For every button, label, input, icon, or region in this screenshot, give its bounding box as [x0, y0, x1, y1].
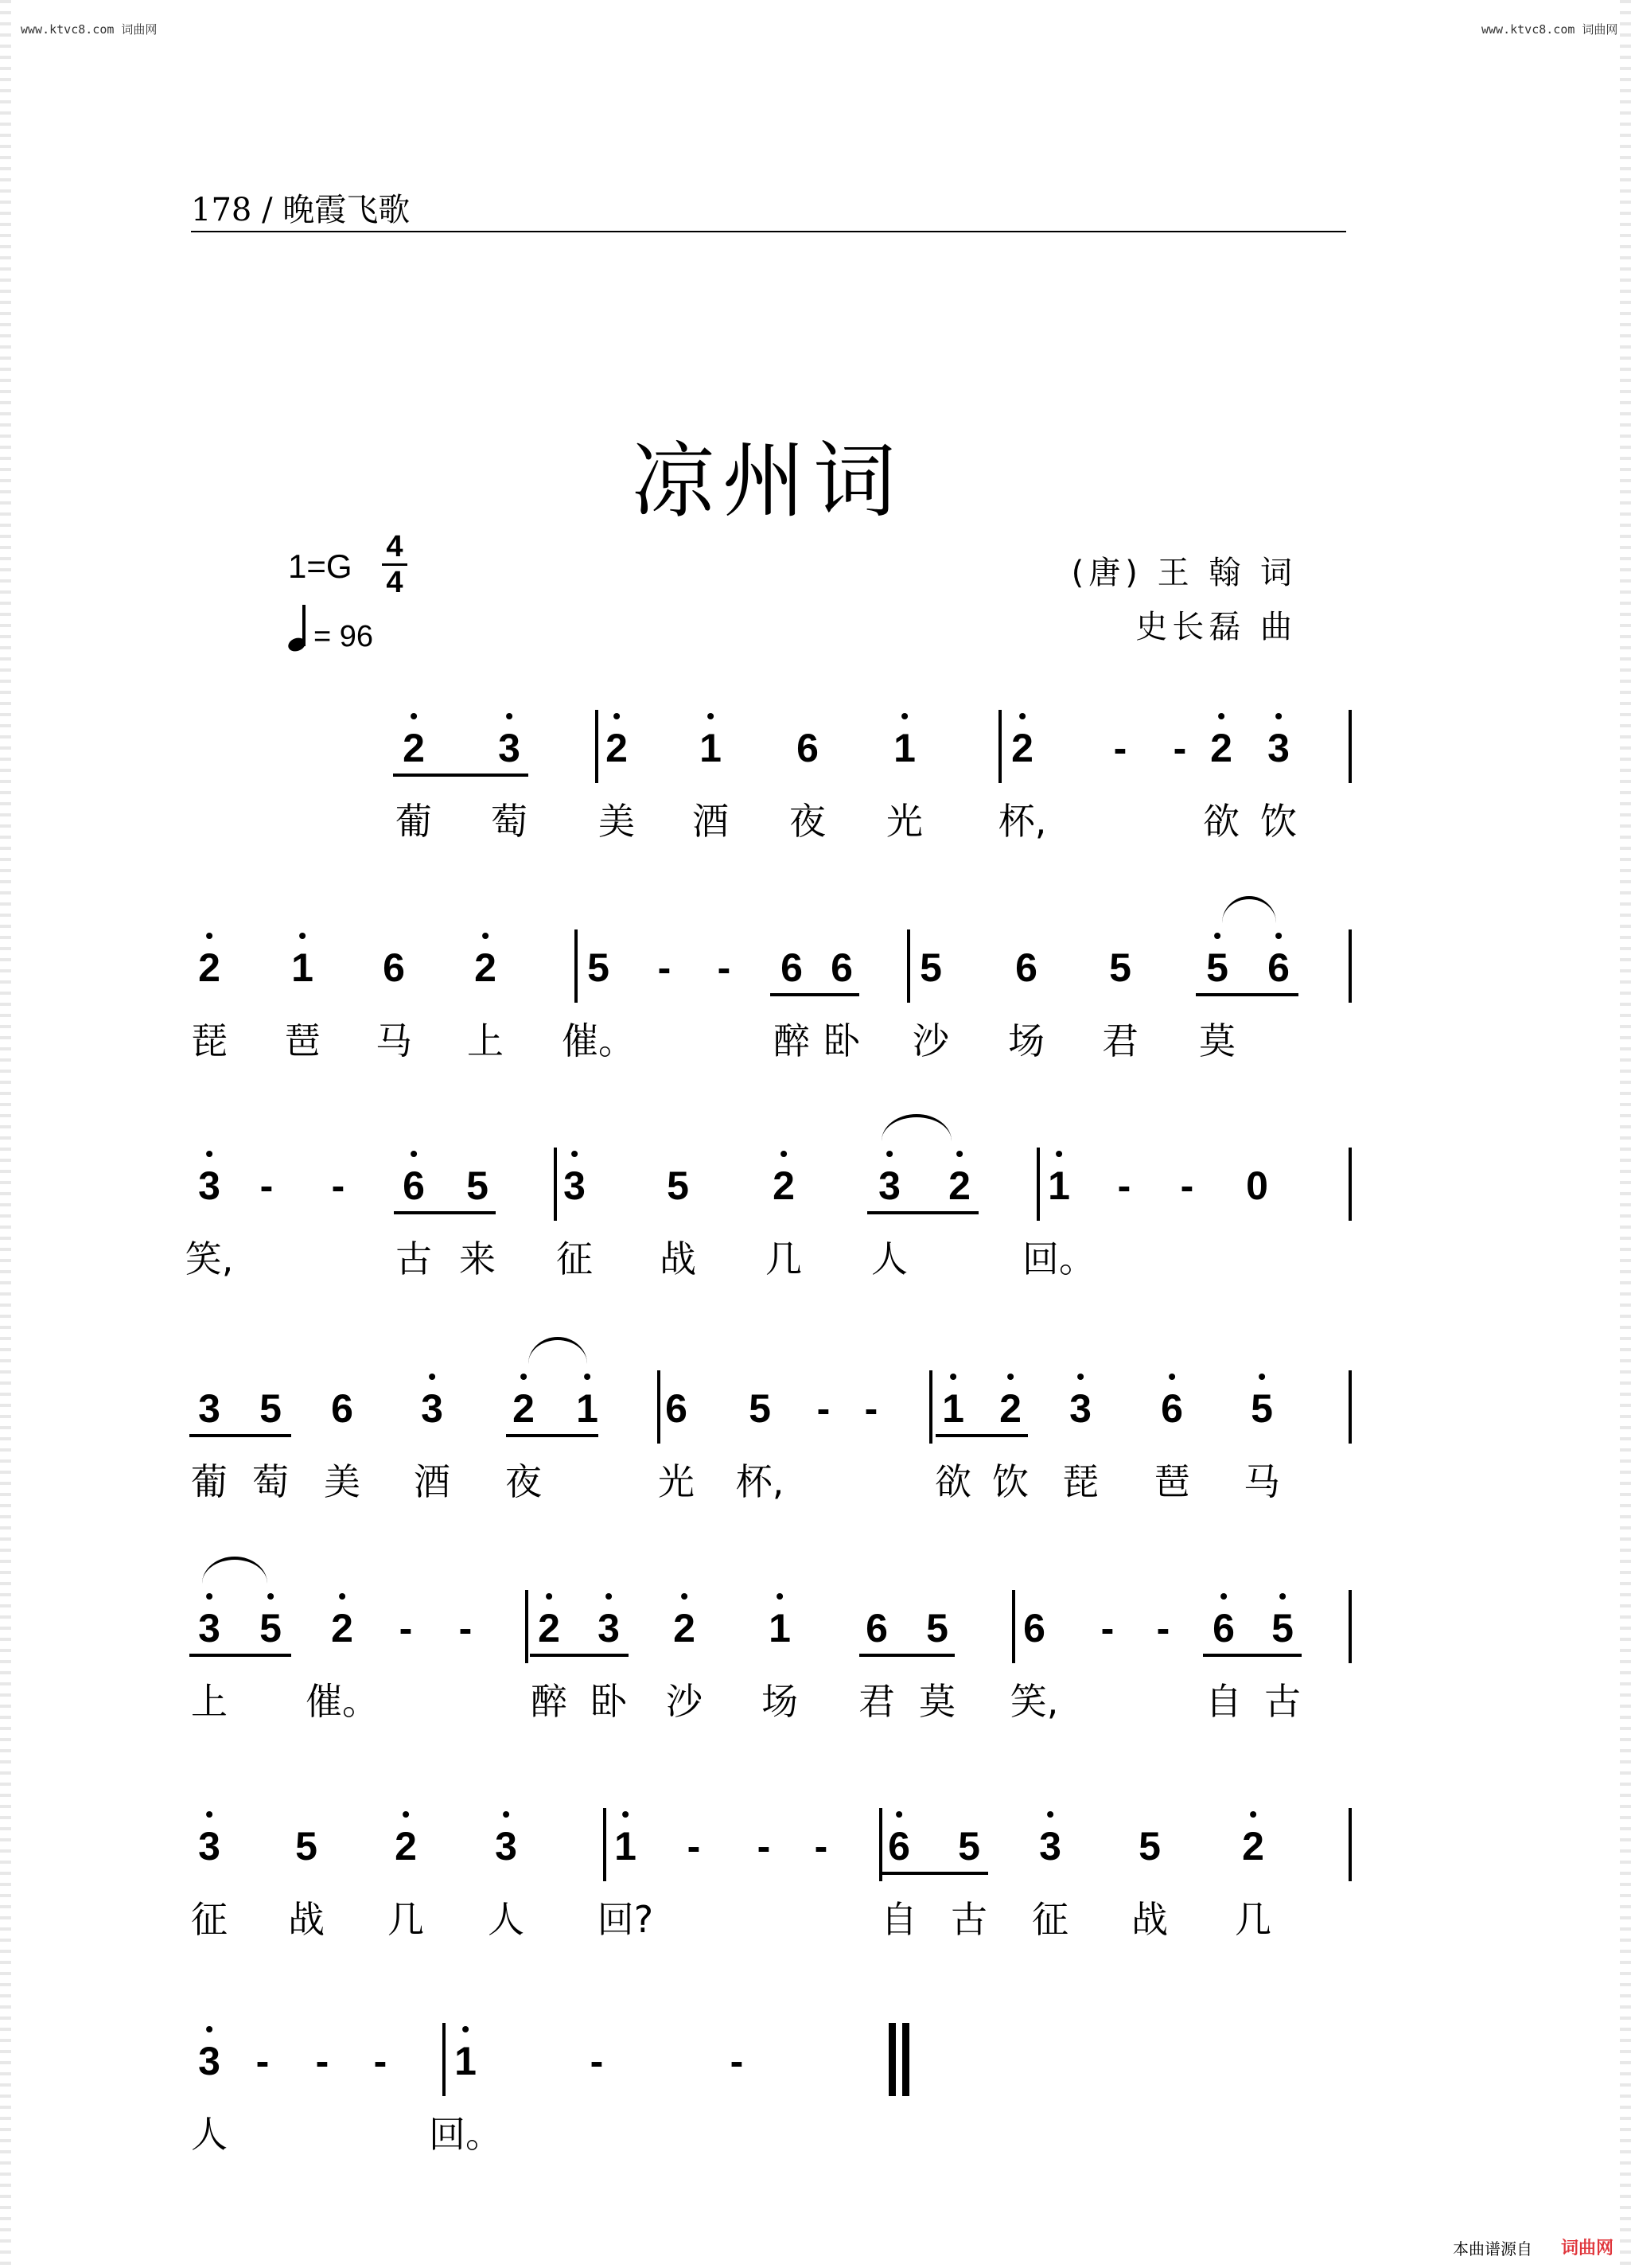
barline: [1012, 1590, 1015, 1663]
jianpu-note: 6: [1015, 945, 1037, 990]
barline: [879, 1808, 882, 1881]
lyric-char: 卧: [823, 1019, 860, 1062]
lyric-char: 琵: [191, 1019, 228, 1062]
lyric-char: 欲: [1203, 800, 1240, 843]
jianpu-note: 6: [831, 945, 853, 990]
octave-dot: [520, 1374, 527, 1380]
lyric-char: 杯,: [735, 1460, 784, 1503]
octave-dot: [267, 1593, 274, 1600]
jianpu-note: 6: [665, 1386, 687, 1431]
lyric-char: 欲: [935, 1460, 971, 1503]
octave-dot: [622, 1811, 629, 1818]
lyric-char: 莫: [919, 1680, 956, 1723]
jianpu-note: 2: [999, 1385, 1022, 1432]
dash-extension: -: [717, 945, 731, 990]
jianpu-note: 5: [295, 1824, 317, 1869]
key-signature: 1=G: [288, 548, 352, 585]
lyric-char: 美: [598, 800, 635, 843]
slur-arc: [1222, 896, 1276, 923]
jianpu-note: 2: [605, 724, 628, 772]
octave-dot: [1169, 1374, 1175, 1380]
jianpu-note: 5: [667, 1163, 689, 1208]
octave-dot: [886, 1151, 893, 1157]
octave-dot: [1250, 1811, 1256, 1818]
dash-extension: -: [730, 2039, 744, 2083]
lyric-char: 人: [488, 1898, 524, 1941]
barline: [1349, 710, 1352, 783]
lyric-char: 古: [951, 1898, 987, 1941]
watermark-right: www.ktvc8.com 词曲网: [1481, 22, 1618, 37]
jianpu-note: 3: [421, 1385, 443, 1432]
barline: [525, 1590, 528, 1663]
jianpu-note: 1: [291, 944, 313, 992]
jianpu-note: 3: [1069, 1385, 1092, 1432]
octave-dot: [681, 1593, 687, 1600]
jianpu-note: 3: [495, 1822, 517, 1870]
slur-arc: [528, 1337, 587, 1364]
eighth-beam: [393, 774, 528, 777]
octave-dot: [403, 1811, 409, 1818]
dash-extension: -: [1100, 1606, 1115, 1650]
jianpu-note: 1: [769, 1604, 791, 1652]
octave-dot: [1279, 1593, 1286, 1600]
lyric-char: 马: [1244, 1460, 1280, 1503]
barline: [554, 1148, 557, 1221]
barline: [595, 710, 598, 783]
jianpu-note: 1: [1048, 1162, 1070, 1210]
header-rule: [191, 231, 1346, 232]
barline: [907, 929, 910, 1003]
jianpu-note: 5: [259, 1604, 282, 1652]
lyric-char: 杯,: [998, 800, 1047, 843]
lyric-char: 征: [1032, 1898, 1069, 1941]
lyric-char: 酒: [692, 800, 729, 843]
dash-extension: -: [1113, 726, 1127, 770]
jianpu-note: 3: [198, 1162, 220, 1210]
jianpu-note: 6: [403, 1162, 425, 1210]
lyric-char: 笑,: [185, 1237, 234, 1280]
octave-dot: [1077, 1374, 1084, 1380]
barline: [442, 2023, 446, 2096]
lyric-char: 君: [858, 1680, 895, 1723]
octave-dot: [503, 1811, 509, 1818]
dash-extension: -: [1173, 726, 1187, 770]
octave-dot: [506, 713, 512, 719]
eighth-beam: [859, 1654, 955, 1657]
octave-dot: [777, 1593, 783, 1600]
eighth-beam: [936, 1434, 1028, 1437]
lyric-char: 酒: [414, 1460, 450, 1503]
lyric-char: 萄: [252, 1460, 289, 1503]
octave-dot: [896, 1811, 902, 1818]
lyric-char: 几: [765, 1237, 802, 1280]
octave-dot: [1214, 933, 1220, 939]
lyric-char: 催。: [306, 1680, 379, 1723]
lyric-char: 人: [191, 2113, 228, 2156]
jianpu-note: 5: [1206, 944, 1228, 992]
final-barline: [889, 2023, 896, 2096]
octave-dot: [1056, 1151, 1062, 1157]
octave-dot: [1218, 713, 1224, 719]
lyric-char: 催。: [562, 1019, 635, 1062]
barline: [1349, 929, 1352, 1003]
quarter-note-icon: [288, 605, 307, 654]
jianpu-note: 3: [198, 1604, 220, 1652]
lyric-char: 几: [387, 1898, 424, 1941]
lyric-char: 笑,: [1010, 1680, 1059, 1723]
lyric-char: 征: [556, 1237, 593, 1280]
octave-dot: [950, 1374, 956, 1380]
octave-dot: [206, 1811, 212, 1818]
right-margin-strip: [1620, 0, 1631, 2268]
lyric-char: 自: [881, 1898, 917, 1941]
octave-dot: [1275, 713, 1282, 719]
eighth-beam: [1196, 993, 1298, 996]
octave-dot: [411, 1151, 417, 1157]
lyricist-credit: (唐) 王 翰 词: [1071, 555, 1297, 591]
barline: [1349, 1808, 1352, 1881]
barline: [574, 929, 578, 1003]
octave-dot: [1007, 1374, 1014, 1380]
dash-extension: -: [864, 1386, 878, 1431]
jianpu-note: 6: [888, 1822, 910, 1870]
dash-extension: -: [259, 1163, 274, 1208]
lyric-char: 马: [376, 1019, 412, 1062]
composer-credit: 史长磊 曲: [1135, 609, 1297, 645]
jianpu-note: 1: [942, 1385, 964, 1432]
octave-dot: [429, 1374, 435, 1380]
lyric-char: 古: [1264, 1680, 1301, 1723]
jianpu-note: 3: [198, 1386, 220, 1431]
lyric-char: 回。: [429, 2113, 502, 2156]
lyric-char: 古: [395, 1237, 432, 1280]
lyric-char: 醉: [773, 1019, 810, 1062]
tempo-marking: [288, 605, 373, 654]
dash-extension: -: [1117, 1163, 1131, 1208]
jianpu-note: 2: [1011, 724, 1033, 772]
dash-extension: -: [331, 1163, 345, 1208]
lyric-char: 琶: [1154, 1460, 1190, 1503]
dash-extension: -: [816, 1386, 831, 1431]
octave-dot: [571, 1151, 578, 1157]
lyric-char: 上: [467, 1019, 504, 1062]
dash-extension: -: [1156, 1606, 1170, 1650]
lyric-char: 琶: [284, 1019, 321, 1062]
eighth-beam: [867, 1211, 979, 1214]
lyric-char: 饮: [992, 1460, 1029, 1503]
lyric-char: 几: [1235, 1898, 1271, 1941]
dash-extension: -: [757, 1824, 771, 1869]
eighth-beam: [880, 1872, 988, 1875]
jianpu-note: 3: [598, 1604, 620, 1652]
jianpu-note: 2: [948, 1162, 971, 1210]
octave-dot: [780, 1151, 787, 1157]
eighth-beam: [394, 1211, 496, 1214]
dash-extension: -: [255, 2039, 270, 2083]
jianpu-note: 2: [1210, 724, 1232, 772]
dash-extension: -: [399, 1606, 413, 1650]
jianpu-note: 2: [773, 1162, 795, 1210]
tempo-value: = 96: [313, 620, 374, 653]
slur-arc: [202, 1557, 267, 1584]
eighth-beam: [189, 1434, 291, 1437]
jianpu-note: 3: [878, 1162, 901, 1210]
jianpu-note: 6: [1267, 944, 1290, 992]
octave-dot: [1275, 933, 1282, 939]
octave-dot: [956, 1151, 963, 1157]
barline: [998, 710, 1002, 783]
octave-dot: [1047, 1811, 1053, 1818]
time-signature-numerator: 4: [386, 530, 403, 563]
lyric-char: 回。: [1022, 1237, 1096, 1280]
octave-dot: [462, 2026, 469, 2032]
barline: [929, 1370, 932, 1444]
lyric-char: 场: [761, 1680, 798, 1723]
jianpu-note: 2: [403, 724, 425, 772]
octave-dot: [206, 933, 212, 939]
lyric-char: 光: [658, 1460, 695, 1503]
jianpu-note: 1: [454, 2037, 477, 2085]
barline: [603, 1808, 606, 1881]
footer-source-label: 本曲谱源自: [1453, 2239, 1532, 2258]
eighth-beam: [770, 993, 859, 996]
dash-extension: -: [315, 2039, 329, 2083]
lyric-char: 光: [886, 800, 923, 843]
jianpu-note: 2: [395, 1822, 417, 1870]
jianpu-note: 5: [1251, 1385, 1273, 1432]
lyric-char: 饮: [1260, 800, 1297, 843]
octave-dot: [707, 713, 714, 719]
lyric-char: 葡: [191, 1460, 228, 1503]
dash-extension: -: [657, 945, 671, 990]
watermark-left: www.ktvc8.com 词曲网: [21, 22, 158, 37]
lyric-char: 君: [1102, 1019, 1139, 1062]
jianpu-note: 3: [498, 724, 520, 772]
dash-extension: -: [1180, 1163, 1194, 1208]
dash-extension: -: [458, 1606, 473, 1650]
eighth-beam: [530, 1654, 629, 1657]
song-title: 凉州词: [631, 432, 904, 529]
lyric-char: 沙: [913, 1019, 949, 1062]
lyric-char: 回?: [597, 1898, 654, 1941]
jianpu-note: 2: [673, 1604, 695, 1652]
jianpu-note: 1: [614, 1822, 636, 1870]
octave-dot: [1259, 1374, 1265, 1380]
jianpu-note: 3: [563, 1162, 586, 1210]
jianpu-note: 6: [383, 945, 405, 990]
octave-dot: [1019, 713, 1026, 719]
lyric-char: 战: [1131, 1898, 1168, 1941]
time-signature-denominator: 4: [386, 566, 403, 599]
lyric-char: 沙: [666, 1680, 703, 1723]
barline: [1349, 1370, 1352, 1444]
octave-dot: [299, 933, 306, 939]
jianpu-note: 5: [466, 1163, 489, 1208]
octave-dot: [613, 713, 620, 719]
jianpu-note: 1: [576, 1385, 598, 1432]
dash-extension: -: [590, 2039, 604, 2083]
lyric-char: 卧: [590, 1680, 627, 1723]
lyric-char: 人: [871, 1237, 908, 1280]
dash-extension: -: [373, 2039, 387, 2083]
page-header: 178 / 晚霞飞歌: [191, 192, 411, 228]
eighth-beam: [189, 1654, 291, 1657]
lyric-char: 美: [324, 1460, 360, 1503]
jianpu-note: 6: [1213, 1604, 1235, 1652]
jianpu-note: 0: [1246, 1163, 1268, 1208]
lyric-char: 莫: [1199, 1019, 1236, 1062]
octave-dot: [605, 1593, 612, 1600]
jianpu-note: 2: [1242, 1822, 1264, 1870]
octave-dot: [584, 1374, 590, 1380]
jianpu-note: 6: [866, 1606, 888, 1650]
jianpu-note: 1: [699, 724, 722, 772]
jianpu-note: 2: [538, 1604, 560, 1652]
jianpu-note: 2: [198, 944, 220, 992]
barline: [657, 1370, 660, 1444]
dash-extension: -: [814, 1824, 828, 1869]
octave-dot: [411, 713, 417, 719]
jianpu-note: 3: [1039, 1822, 1061, 1870]
lyric-char: 萄: [491, 800, 527, 843]
slur-arc: [882, 1114, 952, 1141]
lyric-char: 征: [191, 1898, 228, 1941]
jianpu-note: 5: [1109, 945, 1131, 990]
eighth-beam: [506, 1434, 598, 1437]
jianpu-note: 5: [926, 1606, 948, 1650]
jianpu-note: 6: [780, 945, 803, 990]
lyric-char: 琵: [1062, 1460, 1099, 1503]
jianpu-note: 2: [474, 944, 496, 992]
lyric-char: 夜: [505, 1460, 542, 1503]
jianpu-note: 3: [1267, 724, 1290, 772]
jianpu-note: 5: [749, 1386, 771, 1431]
octave-dot: [482, 933, 489, 939]
jianpu-note: 6: [796, 726, 819, 770]
octave-dot: [206, 2026, 212, 2032]
lyric-char: 战: [288, 1898, 325, 1941]
jianpu-note: 5: [259, 1386, 282, 1431]
lyric-char: 夜: [789, 800, 826, 843]
octave-dot: [339, 1593, 345, 1600]
dash-extension: -: [687, 1824, 701, 1869]
barline: [1349, 1148, 1352, 1221]
jianpu-note: 5: [1139, 1824, 1161, 1869]
barline: [1349, 1590, 1352, 1663]
octave-dot: [546, 1593, 552, 1600]
lyric-char: 来: [459, 1237, 496, 1280]
jianpu-note: 3: [198, 1822, 220, 1870]
jianpu-note: 5: [920, 945, 942, 990]
jianpu-note: 2: [331, 1604, 353, 1652]
jianpu-note: 5: [1271, 1604, 1294, 1652]
octave-dot: [206, 1593, 212, 1600]
jianpu-note: 5: [587, 945, 609, 990]
octave-dot: [901, 713, 908, 719]
left-margin-strip: [0, 0, 11, 2268]
final-barline: [902, 2023, 909, 2096]
lyric-char: 场: [1008, 1019, 1045, 1062]
jianpu-note: 6: [1023, 1606, 1045, 1650]
jianpu-note: 1: [893, 724, 916, 772]
lyric-char: 战: [660, 1237, 696, 1280]
jianpu-note: 6: [331, 1386, 353, 1431]
octave-dot: [206, 1151, 212, 1157]
jianpu-note: 5: [958, 1824, 980, 1869]
jianpu-note: 6: [1161, 1385, 1183, 1432]
time-signature: [382, 532, 407, 598]
lyric-char: 自: [1205, 1680, 1242, 1723]
jianpu-note: 3: [198, 2037, 220, 2085]
lyric-char: 上: [191, 1680, 228, 1723]
footer-site-logo: 词曲网: [1561, 2239, 1614, 2258]
eighth-beam: [1203, 1654, 1302, 1657]
lyric-char: 葡: [395, 800, 432, 843]
jianpu-note: 2: [512, 1385, 535, 1432]
lyric-char: 醉: [531, 1680, 567, 1723]
octave-dot: [1220, 1593, 1227, 1600]
barline: [1037, 1148, 1040, 1221]
